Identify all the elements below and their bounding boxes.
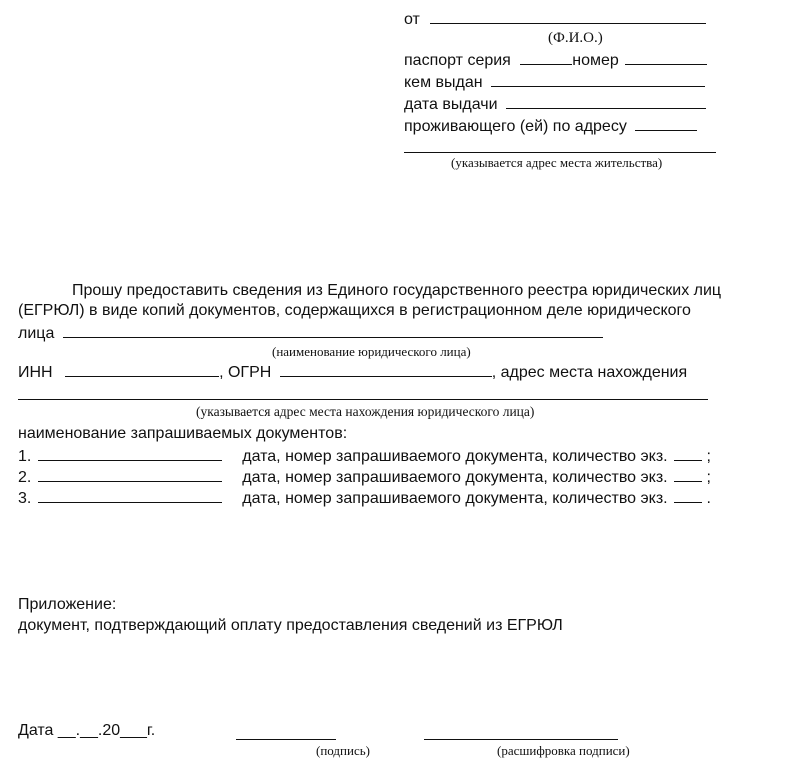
entity-name-hint: (наименование юридического лица) (272, 344, 471, 359)
doc-item-number: 3. (18, 490, 32, 507)
residing-label: проживающего (ей) по адресу (404, 118, 627, 135)
attachment-label: Приложение: (18, 596, 117, 613)
doc-item-2 (18, 467, 711, 487)
residence-address-line[interactable] (404, 152, 716, 153)
doc-item-number: 2. (18, 469, 32, 486)
attachment-text: документ, подтверждающий оплату предоставления сведений из ЕГРЮЛ (18, 617, 563, 634)
entity-name-blank[interactable] (63, 323, 603, 338)
doc-item-text: дата, номер запрашиваемого документа, количество экз. (242, 469, 668, 486)
residing-line (404, 116, 697, 136)
issued-by-label: кем выдан (404, 74, 483, 91)
from-line (404, 9, 706, 29)
passport-number-label: номер (572, 52, 619, 69)
request-line-3 (18, 323, 603, 343)
doc-qty-blank[interactable] (674, 467, 702, 482)
doc-qty-blank[interactable] (674, 488, 702, 503)
passport-series-blank[interactable] (520, 50, 572, 65)
signature-decode-line[interactable] (424, 739, 618, 740)
fio-hint: (Ф.И.О.) (548, 30, 603, 46)
doc-item-text: дата, номер запрашиваемого документа, количество экз. (242, 448, 668, 465)
request-line-2: (ЕГРЮЛ) в виде копий документов, содержащихся в регистрационном деле юридического (18, 302, 691, 319)
residence-hint: (указывается адрес места жительства) (451, 155, 663, 170)
doc-name-blank[interactable] (38, 488, 222, 503)
inn-blank[interactable] (65, 362, 219, 377)
issue-date-blank[interactable] (506, 94, 706, 109)
passport-line (404, 50, 707, 70)
doc-item-3 (18, 488, 711, 508)
doc-item-end: ; (706, 448, 711, 465)
doc-item-1 (18, 446, 711, 466)
signature-line[interactable] (236, 739, 336, 740)
inn-ogrn-line (18, 362, 687, 382)
doc-item-number: 1. (18, 448, 32, 465)
address-label: , адрес места нахождения (491, 364, 688, 381)
doc-name-blank[interactable] (38, 446, 222, 461)
passport-series-label: паспорт серия (404, 52, 511, 69)
doc-item-end: . (706, 490, 711, 507)
signature-hint: (подпись) (316, 743, 370, 758)
doc-item-text: дата, номер запрашиваемого документа, количество экз. (242, 490, 668, 507)
doc-qty-blank[interactable] (674, 446, 702, 461)
ogrn-blank[interactable] (280, 362, 492, 377)
entity-address-hint: (указывается адрес места нахождения юридического лица) (196, 404, 535, 419)
docs-label: наименование запрашиваемых документов: (18, 425, 348, 442)
ogrn-label: , ОГРН (219, 364, 272, 381)
entity-address-line[interactable] (18, 399, 708, 400)
entity-label: лица (18, 325, 55, 342)
inn-label: ИНН (18, 364, 53, 381)
passport-number-blank[interactable] (625, 50, 707, 65)
request-line-1: Прошу предоставить сведения из Единого государственного реестра юридических лиц (72, 282, 722, 299)
issued-by-blank[interactable] (491, 72, 705, 87)
doc-name-blank[interactable] (38, 467, 222, 482)
issued-by-line (404, 72, 705, 92)
residing-blank[interactable] (635, 116, 697, 131)
issue-date-line (404, 94, 706, 114)
doc-item-end: ; (706, 469, 711, 486)
signature-decode-hint: (расшифровка подписи) (497, 743, 630, 758)
from-label: от (404, 11, 420, 28)
fio-blank[interactable] (430, 9, 706, 24)
date-field[interactable]: Дата __.__.20___г. (18, 722, 156, 739)
issue-date-label: дата выдачи (404, 96, 498, 113)
